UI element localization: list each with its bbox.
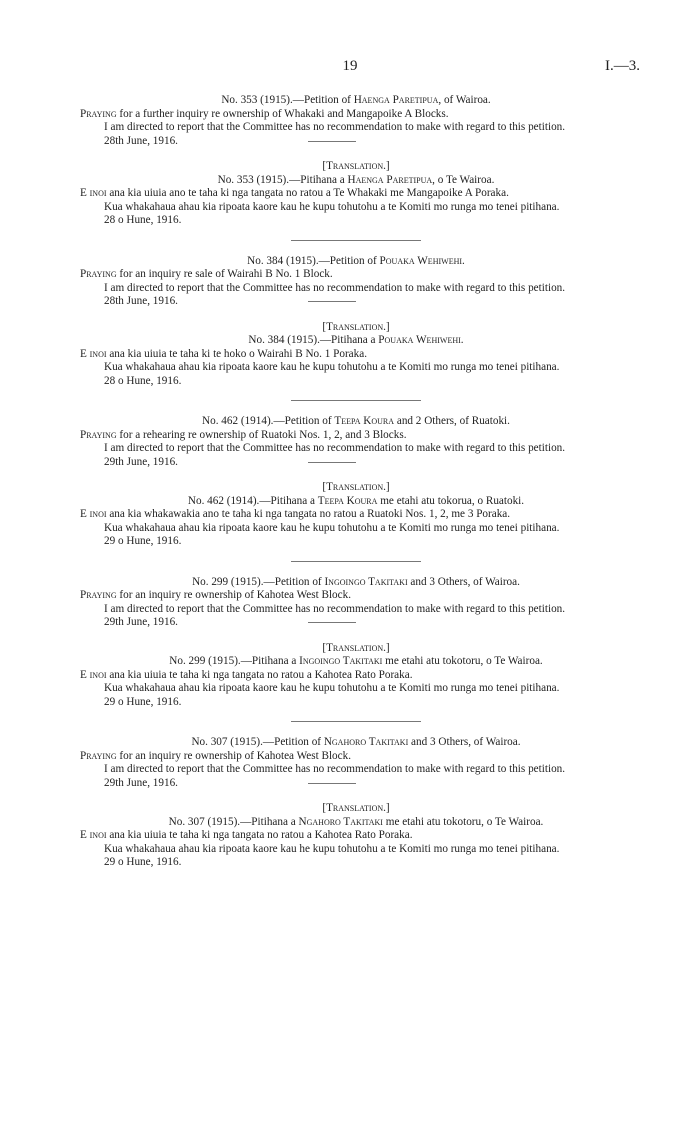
report-date: 29th June, 1916.: [104, 776, 178, 789]
petition-prayer: Praying for a rehearing re ownership of Ruatoki Nos. 1, 2, and 3 Blocks.: [80, 428, 407, 441]
committee-report: I am directed to report that the Committee has no recommendation to make with regard to this petition.: [104, 281, 566, 294]
petition-entry: [80, 94, 632, 228]
petitioner-name: Teepa Koura: [334, 415, 395, 427]
translation-date: 28 o Hune, 1916.: [104, 374, 182, 387]
translation-title: No. 299 (1915).—Pitihana a Ingoingo Takitaki me etahi atu tokotoru, o Te Wairoa.: [169, 655, 543, 667]
translation-label: [Translation.]: [322, 320, 390, 333]
report-date: 28th June, 1916.: [104, 295, 178, 307]
translation-prayer: E inoi ana kia uiuia ano te taha ki nga tangata no ratou a Te Whakaki me Mangapoike A Poraka.: [80, 187, 509, 199]
translation-label: [Translation.]: [322, 641, 390, 654]
committee-report: I am directed to report that the Committee has no recommendation to make with regard to this petition.: [104, 121, 566, 133]
translation-title: No. 384 (1915).—Pitihana a Pouaka Wehiwehi.: [248, 334, 464, 346]
entry-divider: [291, 400, 421, 401]
entry-divider: [291, 240, 421, 241]
translation-date: 29 o Hune, 1916.: [104, 535, 182, 547]
translation-date: 29 o Hune, 1916.: [104, 856, 182, 868]
translation-report: Kua whakahaua ahau kia ripoata kaore kau he kupu tohutohu a te Komiti mo runga mo tenei pitihana.: [104, 682, 560, 694]
petition-entry: [80, 255, 632, 389]
translation-report: Kua whakahaua ahau kia ripoata kaore kau he kupu tohutohu a te Komiti mo runga mo tenei pitihana.: [104, 521, 560, 534]
translation-prayer: E inoi ana kia uiuia te taha ki nga tangata no ratou a Kahotea Rato Poraka.: [80, 829, 413, 841]
short-divider: [308, 462, 356, 463]
translation-label: [Translation.]: [322, 160, 390, 172]
translation-label: [Translation.]: [322, 802, 390, 814]
report-date: 28th June, 1916.: [104, 134, 178, 147]
petitioner-name: Ingoingo Takitaki: [324, 575, 408, 588]
committee-report: I am directed to report that the Committee has no recommendation to make with regard to this petition.: [104, 602, 566, 615]
translation-title: No. 353 (1915).—Pitihana a Haenga Paretipua, o Te Wairoa.: [217, 173, 495, 186]
petition-entry: [80, 415, 632, 549]
entry-divider: [291, 721, 421, 722]
petition-prayer: Praying for an inquiry re ownership of Kahotea West Block.: [80, 749, 351, 762]
petition-list: [80, 94, 632, 870]
petitioner-name: Haenga Paretipua: [347, 173, 433, 186]
petition-entry: [80, 736, 632, 870]
translation-title: No. 462 (1914).—Pitihana a Teepa Koura me etahi atu tokorua, o Ruatoki.: [187, 494, 525, 507]
translation-label: [Translation.]: [322, 481, 390, 493]
petitioner-name: Teepa Koura: [317, 494, 378, 507]
petition-title: No. 307 (1915).—Petition of Ngahoro Takitaki and 3 Others, of Wairoa.: [191, 736, 521, 748]
petitioner-name: Haenga Paretipua: [353, 94, 439, 106]
petition-title: No. 353 (1915).—Petition of Haenga Paretipua, of Wairoa.: [221, 94, 491, 106]
page-reference: I.—3.: [605, 58, 640, 74]
petition-title: No. 462 (1914).—Petition of Teepa Koura and 2 Others, of Ruatoki.: [202, 415, 510, 427]
translation-report: Kua whakahaua ahau kia ripoata kaore kau he kupu tohutohu a te Komiti mo runga mo tenei pitihana.: [104, 842, 560, 855]
translation-date: 28 o Hune, 1916.: [104, 214, 182, 226]
translation-title: No. 307 (1915).—Pitihana a Ngahoro Takitaki me etahi atu tokotoru, o Te Wairoa.: [168, 815, 544, 828]
petition-title: No. 384 (1915).—Petition of Pouaka Wehiwehi.: [247, 254, 465, 267]
petitioner-name: Ingoingo Takitaki: [299, 655, 383, 667]
short-divider: [308, 783, 356, 784]
short-divider: [308, 301, 356, 302]
translation-prayer: E inoi ana kia whakawakia ano te taha ki nga tangata no ratou a Ruatoki Nos. 1, 2, me 3 Poraka.: [80, 508, 511, 520]
petition-title: No. 299 (1915).—Petition of Ingoingo Takitaki and 3 Others, of Wairoa.: [192, 575, 520, 588]
translation-prayer: E inoi ana kia uiuia te taha ki nga tangata no ratou a Kahotea Rato Poraka.: [80, 668, 413, 681]
translation-report: Kua whakahaua ahau kia ripoata kaore kau he kupu tohutohu a te Komiti mo runga mo tenei pitihana.: [104, 200, 560, 213]
page-number: 19: [342, 58, 358, 74]
short-divider: [308, 622, 356, 623]
translation-report: Kua whakahaua ahau kia ripoata kaore kau he kupu tohutohu a te Komiti mo runga mo tenei pitihana.: [104, 361, 560, 373]
translation-date: 29 o Hune, 1916.: [104, 695, 182, 708]
petition-prayer: Praying for an inquiry re sale of Wairahi B No. 1 Block.: [80, 268, 333, 280]
petition-prayer: Praying for a further inquiry re ownership of Whakaki and Mangapoike A Blocks.: [80, 107, 449, 120]
report-date: 29th June, 1916.: [104, 455, 178, 468]
petitioner-name: Ngahoro Takitaki: [298, 815, 383, 828]
petitioner-name: Ngahoro Takitaki: [323, 736, 409, 748]
petition-entry: [80, 576, 632, 710]
short-divider: [308, 141, 356, 142]
translation-prayer: E inoi ana kia uiuia te taha ki te hoko o Wairahi B No. 1 Poraka.: [80, 347, 368, 360]
petitioner-name: Pouaka Wehiwehi: [379, 254, 463, 267]
committee-report: I am directed to report that the Committee has no recommendation to make with regard to this petition.: [104, 763, 566, 775]
committee-report: I am directed to report that the Committee has no recommendation to make with regard to this petition.: [104, 442, 566, 454]
petitioner-name: Pouaka Wehiwehi: [378, 334, 461, 346]
report-date: 29th June, 1916.: [104, 616, 178, 628]
entry-divider: [291, 561, 421, 562]
petition-prayer: Praying for an inquiry re ownership of Kahotea West Block.: [80, 589, 351, 601]
